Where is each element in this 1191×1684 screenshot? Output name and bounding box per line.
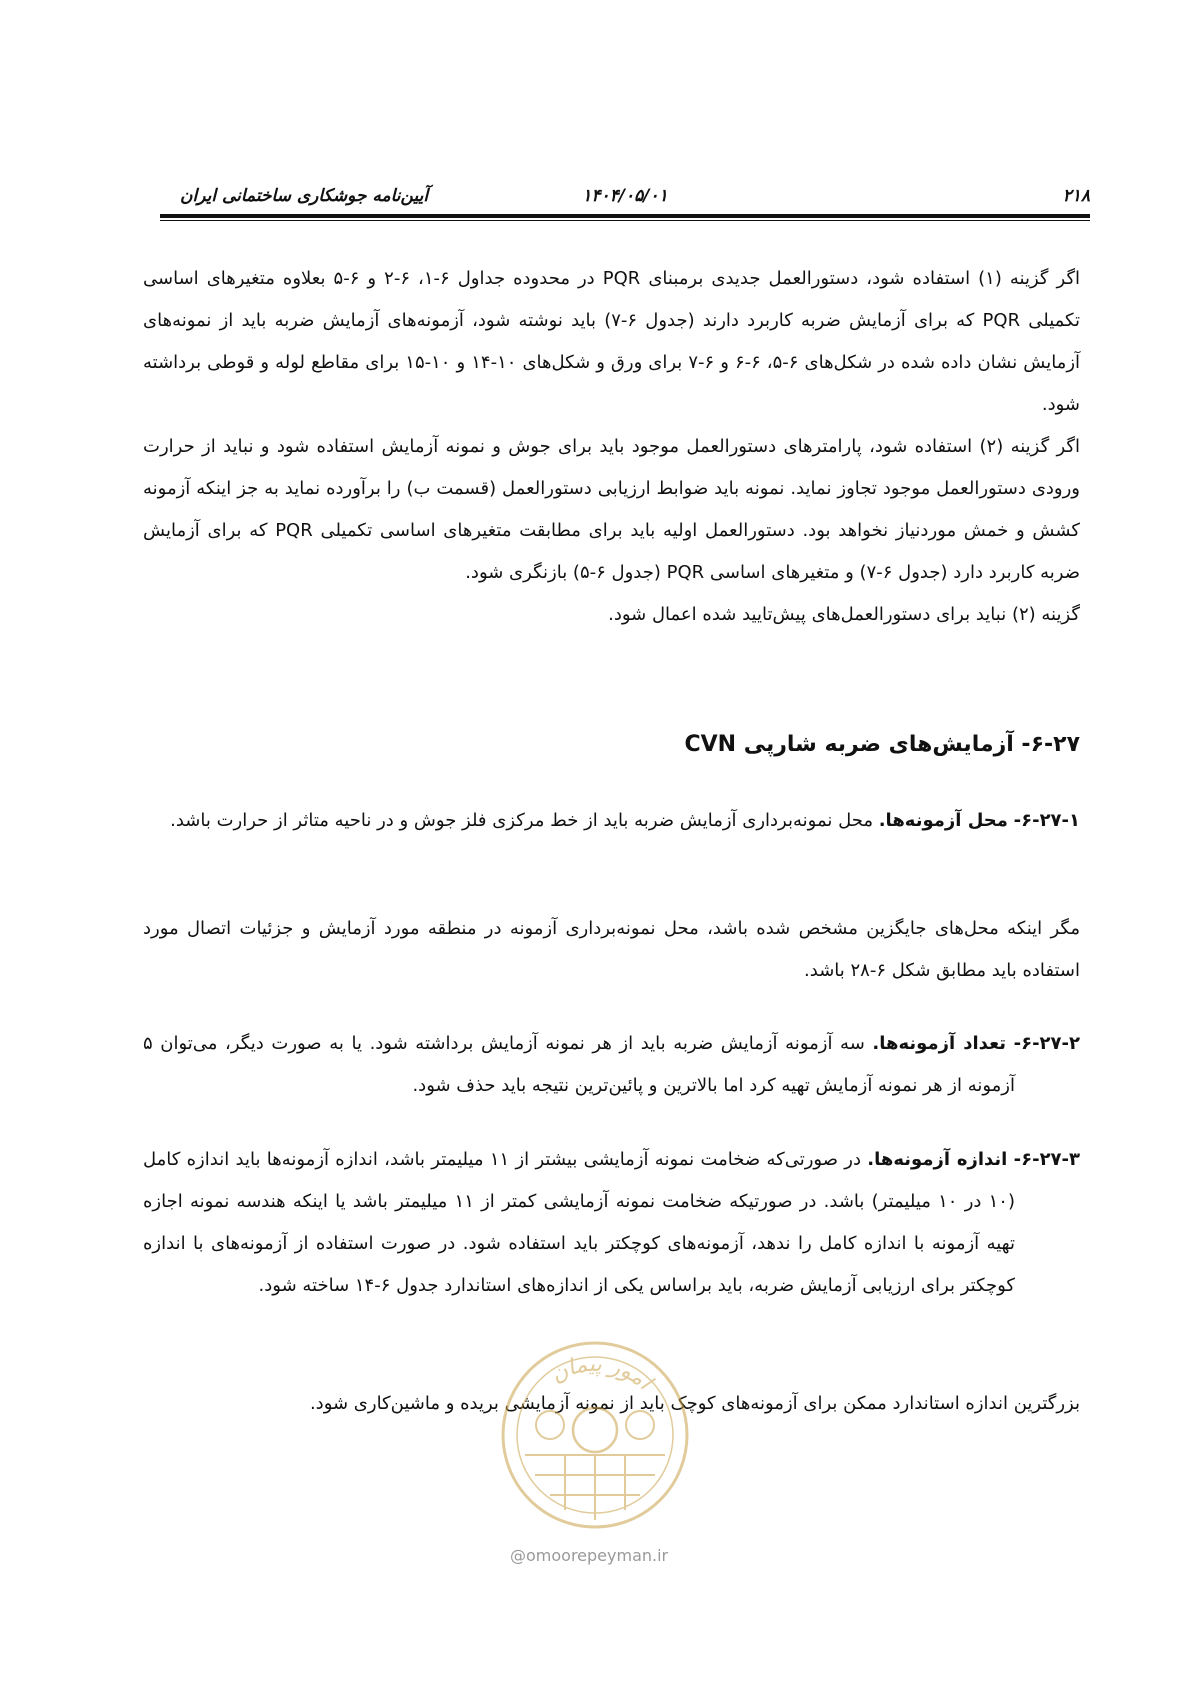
page-header bbox=[160, 186, 1090, 206]
subsection-2-number: ۶-۲۷-۲- bbox=[1013, 1033, 1080, 1054]
watermark-url: @omoorepeyman.ir bbox=[510, 1546, 669, 1565]
subsection-3-extra: بزرگترین اندازه استاندارد ممکن برای آزمونه‌های کوچک باید از نمونه آزمایشی بریده و ماشین‌کاری شود. bbox=[309, 1393, 1080, 1414]
subsection-3 bbox=[143, 1139, 1080, 1307]
subsection-1-number: ۶-۲۷-۱- bbox=[1013, 810, 1080, 831]
header-date: ۱۴۰۴/۰۵/۰۱ bbox=[582, 186, 668, 206]
intro-paragraph-3: گزینه (۲) نباید برای دستورالعمل‌های پیش‌تایید شده اعمال شود. bbox=[608, 604, 1080, 625]
subsection-3-heading: اندازه آزمونه‌ها. bbox=[867, 1149, 1008, 1170]
subsection-1-extra-block bbox=[143, 908, 1080, 992]
subsection-3-number: ۶-۲۷-۳- bbox=[1013, 1149, 1080, 1170]
watermark-cog-icon bbox=[626, 1411, 654, 1439]
header-rule-thin bbox=[160, 220, 1090, 221]
subsection-2 bbox=[143, 1023, 1080, 1107]
page-number: ۲۱۸ bbox=[1062, 186, 1090, 206]
watermark-logo bbox=[490, 1335, 700, 1535]
watermark-grid bbox=[525, 1455, 665, 1520]
subsection-1-text: محل نمونه‌برداری آزمایش ضربه باید از خط مرکزی فلز جوش و در ناحیه متاثر از حرارت باشد. bbox=[170, 810, 879, 831]
intro-block bbox=[143, 258, 1080, 636]
section-title: ۶-۲۷- آزمایش‌های ضربه شارپی CVN bbox=[684, 732, 1080, 757]
header-title: آیین‌نامه جوشکاری ساختمانی ایران bbox=[180, 186, 429, 206]
subsection-2-heading: تعداد آزمونه‌ها. bbox=[872, 1033, 1006, 1054]
header-rule-thick bbox=[160, 214, 1090, 218]
subsection-1 bbox=[143, 800, 1080, 842]
watermark-logo-text: امور پیمان bbox=[546, 1351, 657, 1396]
subsection-1-extra: مگر اینکه محل‌های جایگزین مشخص شده باشد، محل نمونه‌برداری آزمونه در منطقه مورد آزمایش و جزئیات اتصال مورد استفاده باید مطابق شکل ۶-۲۸ باشد. bbox=[143, 918, 1080, 981]
watermark-scale-icon bbox=[536, 1411, 564, 1439]
intro-paragraph-1: اگر گزینه (۱) استفاده شود، دستورالعمل جدیدی برمبنای PQR در محدوده جداول ۶-۱، ۶-۲ و ۶-۵ بعلاوه متغیرهای اساسی تکمیلی PQR که برای آزمایش ضربه کاربرد دارند (جدول ۶-۷) باید نوشته شود، آزمونه‌های آزمایش ضربه باید از نمونه‌های آزمایش نشان داده شده در شکل‌های ۶-۵، ۶-۶ و ۶-۷ برای ورق و شکل‌های ۱۰-۱۴ و ۱۰-۱۵ برای مقاطع لوله و قوطی برداشته شود. bbox=[143, 268, 1081, 415]
intro-paragraph-2: اگر گزینه (۲) استفاده شود، پارامترهای دستورالعمل موجود باید برای جوش و نمونه آزمایش استفاده شود و نباید از حرارت ورودی دستورالعمل موجود تجاوز نماید. نمونه باید ضوابط ارزیابی دستورالعمل (قسمت ب) را برآورده نماید به جز اینکه آزمونه کشش و خمش موردنیاز نخواهد بود. دستورالعمل اولیه باید برای مطابقت متغیرهای اساسی تکمیلی PQR که برای آزمایش ضربه کاربرد دارد (جدول ۶-۷) و متغیرهای اساسی PQR (جدول ۶-۵) بازنگری شود. bbox=[143, 436, 1080, 583]
watermark-gear bbox=[573, 1408, 617, 1452]
subsection-1-heading: محل آزمونه‌ها. bbox=[878, 810, 1008, 831]
subsection-3-text: در صورتی‌که ضخامت نمونه آزمایشی بیشتر از ۱۱ میلیمتر باشد، اندازه آزمونه‌ها باید اندازه کامل (۱۰ در ۱۰ میلیمتر) باشد. در صورتیکه ضخامت نمونه آزمایشی کمتر از ۱۱ میلیمتر باشد یا اینکه هندسه نمونه اجازه تهیه آزمونه با اندازه کامل را ندهد، آزمونه‌های کوچکتر باید استفاده شود. در صورت استفاده از آزمونه‌های با اندازه کوچکتر برای ارزیابی آزمایش ضربه، باید براساس یکی از اندازه‌های استاندارد جدول ۶-۱۴ ساخته شود. bbox=[143, 1149, 1015, 1296]
watermark-at-icon: @ bbox=[510, 1546, 526, 1565]
subsection-2-text: سه آزمونه آزمایش ضربه باید از هر نمونه آزمایش برداشته شود. یا به صورت دیگر، می‌توان ۵ آزمونه از هر نمونه آزمایش تهیه کرد اما بالاترین و پائین‌ترین نتیجه باید حذف شود. bbox=[143, 1033, 1015, 1096]
